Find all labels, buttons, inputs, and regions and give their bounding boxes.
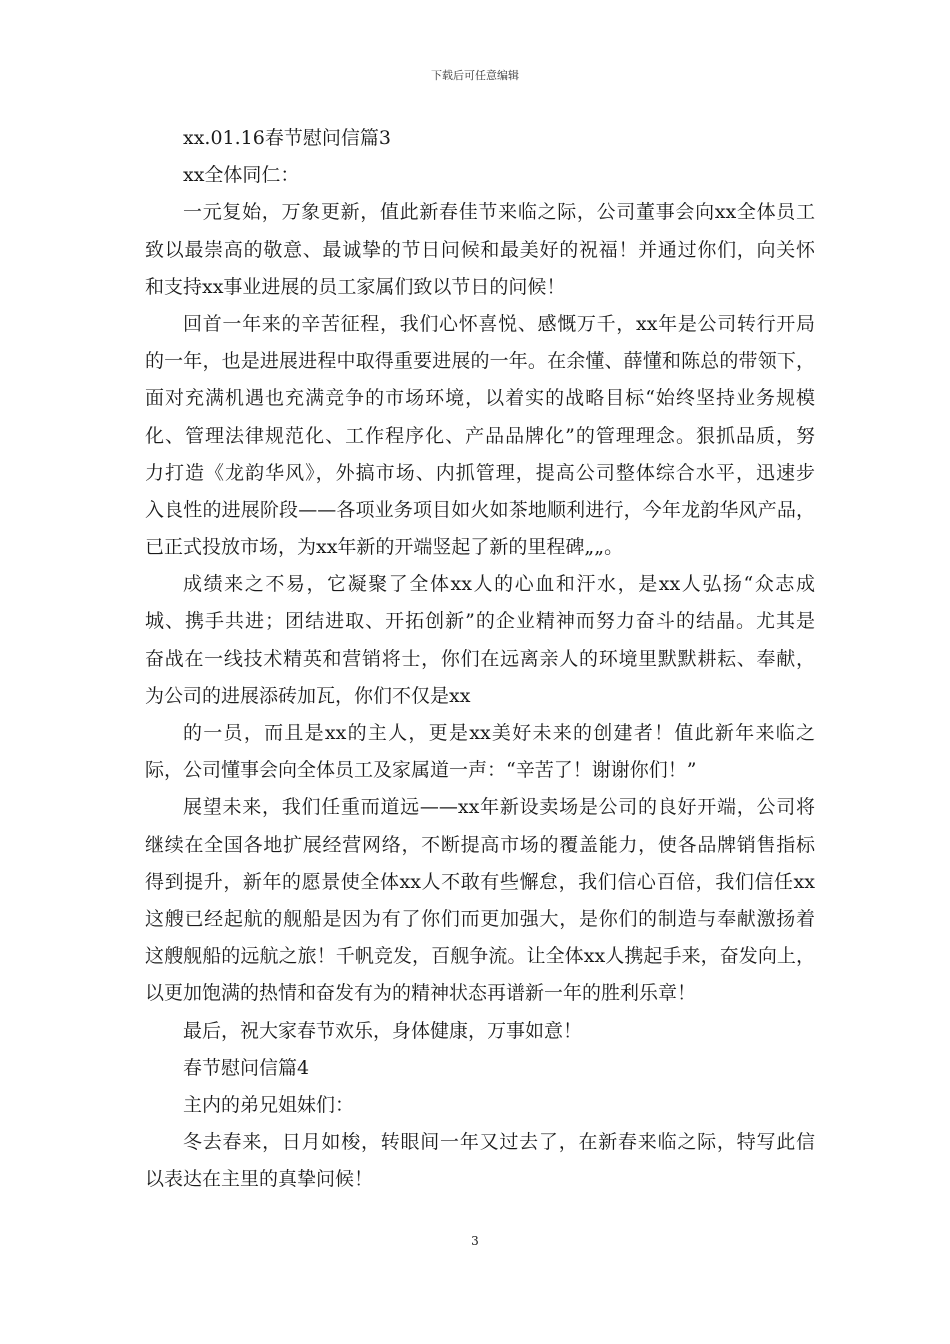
text-line: 和支持xx事业进展的员工家属们致以节日的问候！: [145, 275, 566, 298]
document-body: [145, 120, 815, 1198]
text-line: 得到提升，新年的愿景使全体xx人不敢有些懈怠，我们信心百倍，我们信任xx: [145, 870, 815, 893]
text-line: 展望未来，我们任重而道远——xx年新设卖场是公司的良好开端，公司将: [183, 796, 815, 819]
text-line: 以表达在主里的真挚问候！: [145, 1168, 374, 1191]
text-line: 的一年，也是进展进程中取得重要进展的一年。在余懂、薛懂和陈总的带领下，: [145, 350, 815, 373]
text-line: 回首一年来的辛苦征程，我们心怀喜悦、感慨万千，xx年是公司转行开局: [183, 312, 815, 335]
salutation: xx全体同仁：: [183, 164, 300, 187]
page-number: 3: [471, 1234, 479, 1248]
text-line: 入良性的进展阶段——各项业务项目如火如茶地顺利进行，今年龙韵华风产品，: [145, 498, 815, 521]
text-line: 际，公司懂事会向全体员工及家属道一声：“辛苦了！谢谢你们！”: [145, 759, 697, 782]
text-line: 一元复始，万象更新，值此新春佳节来临之际，公司董事会向xx全体员工: [183, 201, 815, 224]
text-line: 力打造《龙韵华风》，外搞市场、内抓管理，提高公司整体综合水平，迅速步: [145, 461, 815, 484]
text-line: 的一员，而且是xx的主人，更是xx美好未来的创建者！值此新年来临之: [183, 722, 815, 744]
text-line: 奋战在一线技术精英和营销将士，你们在远离亲人的环境里默默耕耘、奉献，: [145, 647, 815, 670]
text-line: 冬去春来，日月如梭，转眼间一年又过去了，在新春来临之际，特写此信: [183, 1131, 815, 1154]
salutation: 主内的弟兄姐妹们：: [183, 1093, 355, 1116]
text-line: 继续在全国各地扩展经营网络，不断提高市场的覆盖能力，使各品牌销售指标: [145, 833, 815, 856]
text-line: 化、管理法律规范化、工作程序化、产品品牌化”的管理理念。狠抓品质，努: [145, 424, 815, 447]
text-line: 最后，祝大家春节欢乐，身体健康，万事如意！: [183, 1019, 583, 1042]
text-line: 已正式投放市场，为xx年新的开端竖起了新的里程碑„„。: [145, 536, 624, 559]
text-line: 致以最崇高的敬意、最诚挚的节日问候和最美好的祝福！并通过你们，向关怀: [145, 238, 815, 261]
page-header: 下载后可任意编辑: [431, 69, 519, 82]
section-title: 春节慰问信篇4: [183, 1056, 310, 1079]
text-line: 成绩来之不易，它凝聚了全体xx人的心血和汗水，是xx人弘扬“众志成: [183, 573, 815, 596]
text-line: 为公司的进展添砖加瓦，你们不仅是xx: [145, 684, 471, 707]
text-line: 这艘舰船的远航之旅！千帆竞发，百舰争流。让全体xx人携起手来，奋发向上，: [145, 945, 815, 968]
text-line: 城、携手共进；团结进取、开拓创新”的企业精神而努力奋斗的结晶。尤其是: [145, 610, 815, 633]
text-line: 这艘已经起航的舰船是因为有了你们而更加强大，是你们的制造与奉献激扬着: [145, 907, 815, 930]
section-title: xx.01.16春节慰问信篇3: [183, 127, 391, 149]
text-line: 面对充满机遇也充满竞争的市场环境，以着实的战略目标“始终坚持业务规模: [145, 387, 815, 410]
text-line: 以更加饱满的热情和奋发有为的精神状态再谱新一年的胜利乐章！: [145, 982, 697, 1005]
